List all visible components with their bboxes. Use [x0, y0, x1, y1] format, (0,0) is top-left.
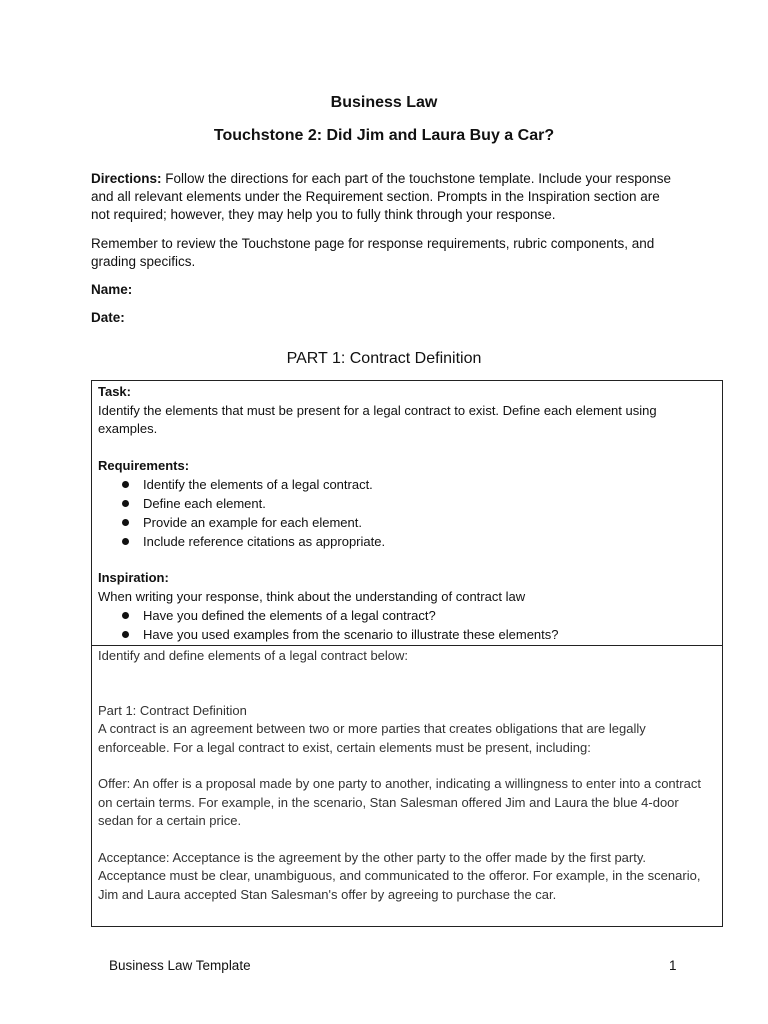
list-item [98, 494, 716, 513]
bullet-icon [122, 538, 129, 545]
task-box [91, 380, 723, 646]
list-item-text: Provide an example for each element. [143, 515, 362, 530]
inspiration-list [98, 606, 716, 644]
footer-template-name: Business Law Template [109, 958, 251, 973]
task-label: Task: [98, 384, 131, 399]
bullet-icon [122, 519, 129, 526]
directions-label: Directions: [91, 171, 162, 186]
part1-heading: PART 1: Contract Definition [286, 350, 482, 367]
remember-paragraph: Remember to review the Touchstone page for response requirements, rubric components, and grading specifics. [91, 236, 655, 269]
directions-paragraph [91, 170, 681, 224]
list-item-text: Include reference citations as appropriate. [143, 534, 386, 549]
list-item [98, 625, 716, 644]
list-item [98, 513, 716, 532]
bullet-icon [122, 500, 129, 507]
response-prompt: Identify and define elements of a legal contract below: [98, 648, 409, 663]
requirements-list [98, 475, 716, 551]
footer-page-number: 1 [669, 958, 677, 973]
list-item [98, 475, 716, 494]
date-label: Date: [91, 310, 125, 325]
list-item-text: Have you defined the elements of a legal contract? [143, 608, 436, 623]
response-offer-paragraph: Offer: An offer is a proposal made by one party to another, indicating a willingness to enter into a contract on certain terms. For example, in the scenario, Stan Salesman offered Jim and Laura the blue 4-door sedan for a certain price. [98, 776, 701, 828]
directions-text: Follow the directions for each part of the touchstone template. Include your response and all relevant elements under the Requirement section. Prompts in the Inspiration section are not required; however, they may help you to fully think through your response. [91, 171, 672, 222]
response-box[interactable] [91, 645, 723, 927]
bullet-icon [122, 612, 129, 619]
bullet-icon [122, 481, 129, 488]
response-intro-paragraph: A contract is an agreement between two or more parties that creates obligations that are legally enforceable. For a legal contract to exist, certain elements must be present, including: [98, 721, 646, 755]
response-section-title: Part 1: Contract Definition [98, 702, 247, 718]
inspiration-label: Inspiration: [98, 570, 169, 585]
name-label: Name: [91, 282, 133, 297]
list-item [98, 532, 716, 551]
task-box-content [98, 383, 716, 644]
list-item [98, 606, 716, 625]
response-box-content [98, 647, 716, 904]
touchstone-title: Touchstone 2: Did Jim and Laura Buy a Car? [213, 127, 555, 144]
response-acceptance-paragraph: Acceptance: Acceptance is the agreement by the other party to the offer made by the first party. Acceptance must be clear, unambiguous, and communicated to the offeror. For example, in the scenario, Jim and Laura accepted Stan Salesman's offer by agreeing to purchase the car. [98, 849, 701, 902]
inspiration-intro: When writing your response, think about the understanding of contract law [98, 588, 526, 604]
requirements-label: Requirements: [98, 457, 190, 473]
bullet-icon [122, 631, 129, 638]
course-title: Business Law [330, 94, 438, 111]
list-item-text: Define each element. [143, 496, 266, 511]
task-text: Identify the elements that must be present for a legal contract to exist. Define each element using examples. [98, 402, 657, 436]
list-item-text: Identify the elements of a legal contract. [143, 477, 373, 492]
list-item-text: Have you used examples from the scenario to illustrate these elements? [143, 627, 559, 642]
